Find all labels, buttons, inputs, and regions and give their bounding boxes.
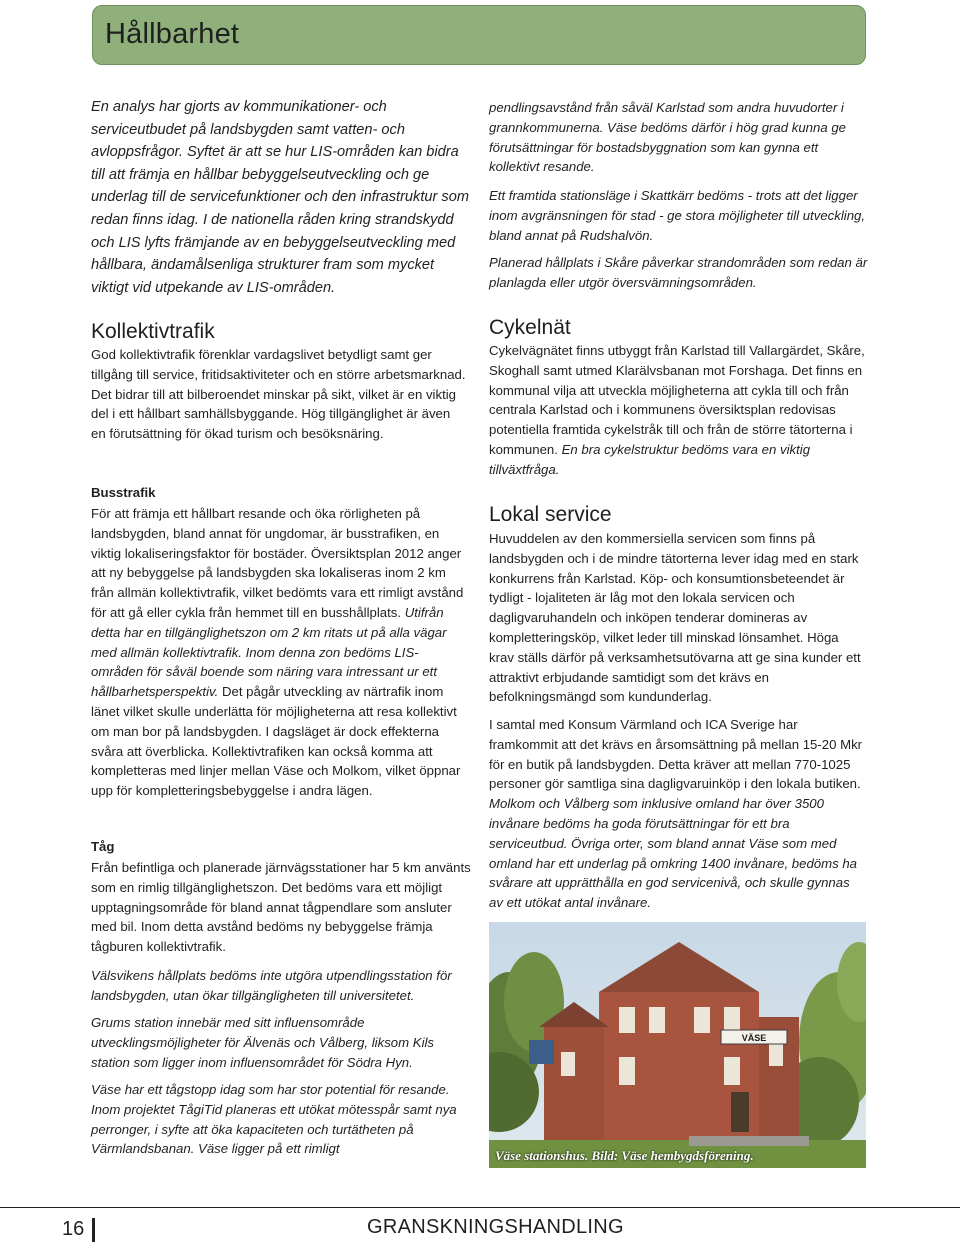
station-illustration: [489, 922, 866, 1168]
busstrafik-body-italic: Utifrån detta har en tillgänglighetszon om 2 km ritats ut på alla vägar med allmän kollektivtrafik. Inom denna zon bedöms LIS- områden för såväl boende som näring vara intressant ur ett hållbarhetsperspektiv.: [91, 604, 447, 700]
station-sign-text: VÄSE: [741, 1033, 767, 1043]
tag-heading: Tåg: [91, 839, 115, 854]
kollektivtrafik-heading: Kollektivtrafik: [91, 320, 215, 343]
platform: [689, 1136, 809, 1146]
lokal-service-heading: Lokal service: [489, 503, 612, 526]
busstrafik-body-regular-1: För att främja ett hållbart resande och öka rörligheten på landsbygden, bland annat för ungdomar, är busstrafiken, en viktig lokaliseringsfaktor för bostäder. Översiktsplan 2012 anger att ny bebyggelse på landsbygden ska lokaliseras inom 2 km från allmän kollektivtrafik, vilket bedömts vara ett rimligt avstånd för att gå eller cykla från hemmet till en busshållplats.: [91, 506, 464, 620]
cykelnat-body-regular: Cykelvägnätet finns utbyggt från Karlstad till Vallargärdet, Skåre, Skoghall samt utmed Klarälvsbanan mot Forshaga. Det finns en kommunal vilja att utveckla möjligheterna att cykla till och från centrala Karlstad och i kommunens översiktsplan redovisas potentiella framtida cykelstråk till och från de större tätorterna i kommunen.: [489, 343, 865, 457]
footer-divider: [0, 1207, 960, 1208]
section-title: Hållbarhet: [105, 18, 240, 50]
page-number-bar: [92, 1218, 95, 1242]
skare-note: Planerad hållplats i Skåre påverkar strandområden som redan är planlagda eller utgör översvämningsområden.: [489, 255, 868, 290]
tag-body: Från befintliga och planerade järnvägsstationer har 5 km använts som en rimlig tillgänglighetszon. Det bedöms vara ett möjligt upptagningsområde för bland annat tågpendlare som ansluter med bil. Inom detta avstånd bedöms ny bebyggelse främja tågburen kollektivtrafik.: [91, 860, 471, 955]
busstrafik-body: [91, 504, 471, 801]
busstrafik-heading: Busstrafik: [91, 485, 156, 500]
skattkarr-note: Ett framtida stationsläge i Skattkärr bedöms - trots att det ligger inom avgränsningen för stad - ge stora möjligheter till utveckling, bland annat på Rudshalvön.: [489, 188, 866, 243]
tag-grums-note: Grums station innebär med sitt influensområde utvecklingsmöjligheter för Älvenäs och Vålberg, liksom Kils station som ligger inom influensområdet för Södra Hyn.: [91, 1015, 435, 1070]
lokal-service-body-2: [489, 715, 867, 913]
lokal-service-body-regular: I samtal med Konsum Värmland och ICA Sverige har framkommit att det krävs en årsomsättning på mellan 15-20 Mkr för en butik på landsbygden. Detta kräver att mellan 770-1025 personer gör samtliga sina dagligvaruinköp i den lokala butiken.: [489, 717, 863, 792]
cykelnat-body-italic: En bra cykelstruktur bedöms vara en viktig tillväxtfråga.: [489, 441, 811, 477]
busstrafik-body-regular-2: Det pågår utveckling av närtrafik inom länet vilket skulle underlätta för möjligheterna att resa kollektivt om man bor på landsbygden. I dagsläget är dock effekterna svåra att överblicka. Kollektivtrafiken kan också komma att kompletteras med linjer mellan Väse och Molkom, vilket öppnar upp för kompletteringsbebyggelse i andra lägen.: [91, 684, 461, 799]
station-photo: [489, 922, 866, 1168]
kollektivtrafik-body: God kollektivtrafik förenklar vardagslivet betydligt samt ger tillgång till service, fritidsaktiviteter och en större arbetsmarknad. Det bidrar till att bilberoendet minskar på sikt, vilket är en viktig del i ett hållbart samhällsbyggande. Hög tillgänglighet är även en förutsättning för ökad turism och besöksnäring.: [91, 347, 466, 442]
page-number: 16: [62, 1218, 85, 1240]
cykelnat-body: [489, 341, 869, 480]
section-banner: [92, 5, 866, 65]
tag-vase-note: Väse har ett tågstopp idag som har stor potential för resande. Inom projektet TågiTid planeras ett utökat mötesspår samt nya perronger, i syfte att öka kapaciteten och turtätheten på Värmlandsbanan. Väse ligger på ett rimligt: [91, 1082, 457, 1157]
intro-paragraph: En analys har gjorts av kommunikationer- och serviceutbudet på landsbygden samt vatten- och avloppsfrågor. Syftet är att se hur LIS-områden kan bidra till att främja en hållbar bebyggelseutveckling och ge underlag till de servicefunktioner och den infrastruktur som redan finns idag. I de nationella råden kring strandskydd och LIS lyfts främjande av en bebyggelseutveckling med hållbara, ändamålsenliga strukturer fram som mycket viktigt vid utpekande av LIS-områden.: [91, 99, 470, 296]
document-status-label: GRANSKNINGSHANDLING: [367, 1216, 624, 1238]
lokal-service-body-italic: Molkom och Vålberg som inklusive omland har över 3500 invånare bedöms ha goda förutsättningar för ett bra serviceutbud. Övriga orter, som bland annat Väse som med omland har ett underlag på omkring 1400 invånare, bedöms ha svårare att upprätthålla en god servicenivå, och skulle gynnas av ett utökat antal invånare.: [489, 796, 858, 911]
cykelnat-heading: Cykelnät: [489, 316, 571, 339]
tag-valsviken-note: Välsvikens hållplats bedöms inte utgöra utpendlingsstation för landsbygden, utan ökar tillgängligheten till universitetet.: [91, 968, 452, 1003]
pendling-note: pendlingsavstånd från såväl Karlstad som andra huvudorter i grannkommunerna. Väse bedöms därför i hög grad kunna ge förutsättningar för bostadsbyggnation som kan gynna ett kollektivt resande.: [489, 100, 847, 175]
photo-caption: Väse stationshus. Bild: Väse hembygdsförening.: [495, 1148, 754, 1163]
lokal-service-body-1: Huvuddelen av den kommersiella servicen som finns på landsbygden och i de mindre tätorterna lever idag med en stark konkurrens från Karlstad. Köp- och konsumtionsbeteendet är tydligt - lojaliteten är låg mot den lokala servicen och dagligvaruhandeln och inköpen tenderar domineras av kompletteringsköp, vilket leder till minskad lönsamhet. Höga krav ställs därför på verksamhetsutövarna att ge sina kunder ett attraktivt erbjudande samtidigt som det krävs en befolkningsmängd som kundunderlag.: [489, 531, 861, 705]
